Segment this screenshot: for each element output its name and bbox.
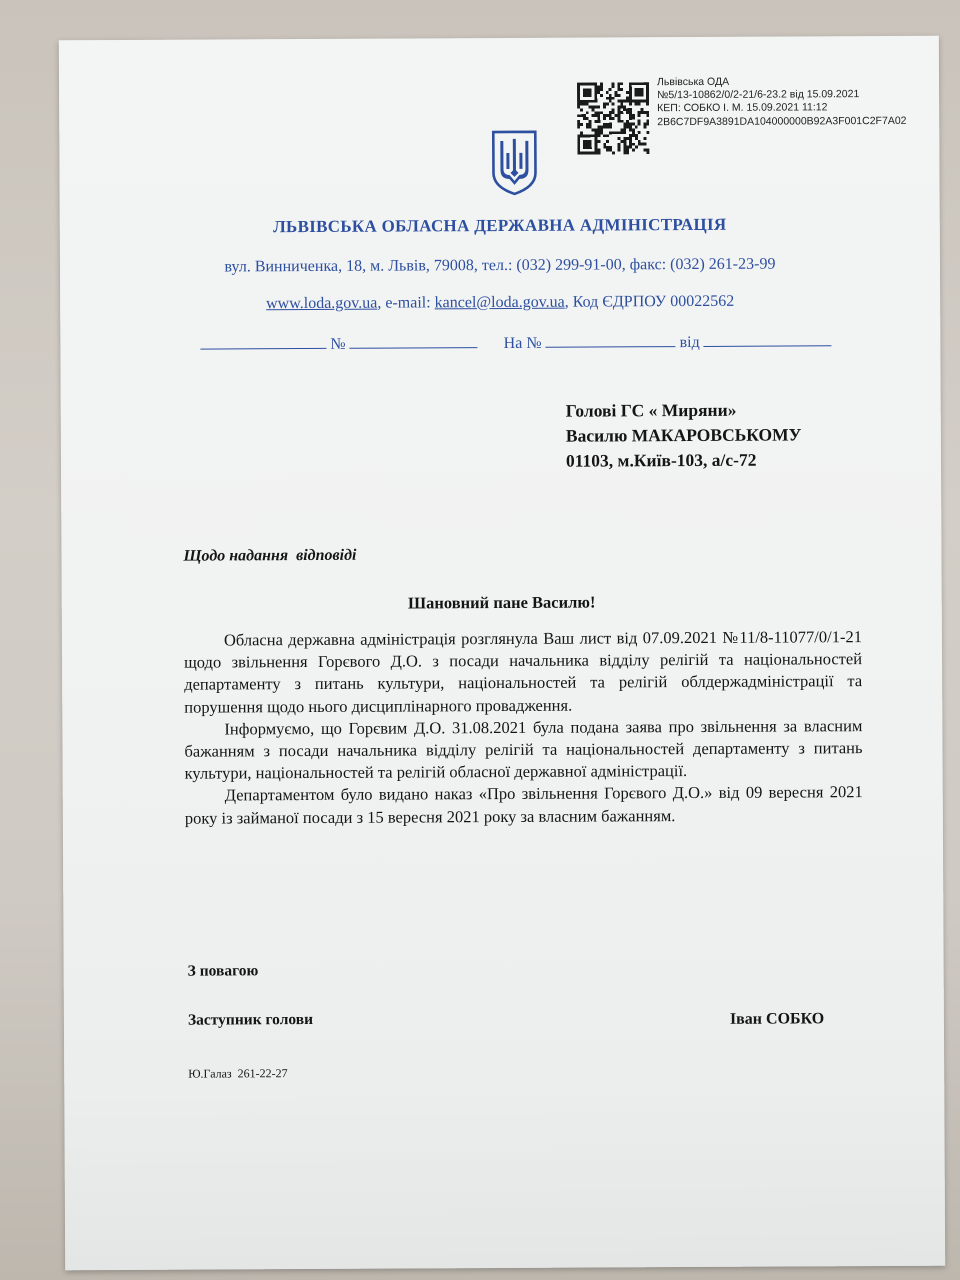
letter-page [59,36,945,1271]
date-blank [200,334,326,350]
reply-label: На № [503,334,542,352]
number-blank [350,333,478,349]
signer-position: Заступник голови [187,1010,314,1029]
registration-stamp [657,75,907,129]
signer-name: Іван СОБКО [729,1010,825,1028]
letter-body [184,626,863,829]
email-prefix: , e-mail: [377,294,435,312]
body-paragraph: Інформуємо, що Горєвим Д.О. 31.08.2021 була подана заява про звільнення за власним бажанням з посади начальника відділу релігій та національностей департаменту з питань культури, національностей та релігій обласної державної адміністрації. [184,715,863,783]
from-label: від [679,333,700,352]
reply-number-blank [546,332,676,348]
organization-address: вул. Винниченка, 18, м. Львів, 79008, тел.: (032) 299-91-00, факс: (032) 261-23-99 [224,255,776,276]
email-link[interactable]: kancel@loda.gov.ua [434,293,565,312]
recipient-block [566,397,802,473]
number-label: № [330,335,346,353]
reply-date-blank [704,331,832,347]
trident-emblem [489,129,539,197]
organization-name: ЛЬВІВСЬКА ОБЛАСНА ДЕРЖАВНА АДМІНІСТРАЦІЯ [272,214,727,237]
stamp-number: №5/13-10862/0/2-21/6-23.2 від 15.09.2021 [657,88,860,102]
qr-code [577,82,649,154]
executor-contact: Ю.Галаз 261-22-27 [188,1066,288,1081]
recipient-address: 01103, м.Київ-103, а/с-72 [565,449,757,471]
stamp-signature: КЕП: СОБКО І. М. 15.09.2021 11:12 [657,101,828,115]
contact-line [60,292,940,315]
registration-fields [200,331,831,354]
website-link[interactable]: www.loda.gov.ua [266,294,378,313]
recipient-title: Голові ГС « Миряни» [565,399,737,421]
body-paragraph: Департаментом було видано наказ «Про звільнення Горєвого Д.О.» від 09 вересня 2021 року із займаної посади з 15 вересня 2021 року за власним бажанням. [184,782,863,828]
letter-greeting: Шановний пане Василю! [407,592,596,613]
letter-subject: Щодо надання відповіді [183,546,357,565]
body-paragraph: Обласна державна адміністрація розглянула Ваш лист від 07.09.2021 №11/8-11077/0/1-21 щодо звільнення Горєвого Д.О. з посади начальника відділу релігій та національностей департаменту з питань культури, національностей та релігій облдержадміністрації та порушення щодо нього дисциплінарного провадження. [183,627,863,717]
recipient-name: Василю МАКАРОВСЬКОМУ [565,424,802,446]
edrpou-code: , Код ЄДРПОУ 00022562 [564,292,735,311]
stamp-org: Львівська ОДА [656,75,730,89]
closing-regards: З повагою [187,962,259,980]
stamp-certificate: 2B6C7DF9A3891DA104000000B92A3F001C2F7A02 [657,114,907,128]
